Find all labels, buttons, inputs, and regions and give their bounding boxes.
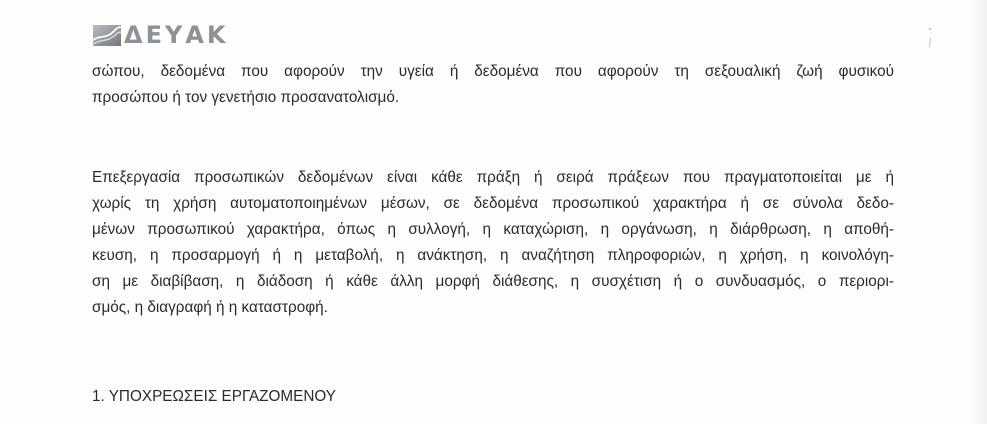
scan-speck (928, 27, 932, 49)
paragraph-1 (92, 59, 894, 111)
paragraph-line: προσώπου ή τον γενετήσιο προσανατολισμό. (92, 89, 400, 106)
paragraph-line: ση με διαβίβαση, η διάδοση ή κάθε άλλη μορφή διάθεσης, η συσχέτιση ή ο συνδυασμός, ο περιορι- (92, 273, 894, 290)
logo-mark-icon (92, 23, 122, 47)
logo-text: ΔΕΥΑΚ (124, 21, 229, 49)
paragraph-line: σώπου, δεδομένα που αφορούν την υγεία ή δεδομένα που αφορούν τη σεξουαλική ζωή φυσικού (92, 63, 894, 80)
section-heading: 1. ΥΠΟΧΡΕΩΣΕΙΣ ΕΡΓΑΖΟΜΕΝΟΥ (92, 388, 337, 405)
paragraph-line: Επεξεργασία προσωπικών δεδομένων είναι κάθε πράξη ή σειρά πράξεων που πραγματοποιείται με ή (92, 169, 894, 186)
paragraph-line: κευση, η προσαρμογή ή η μεταβολή, η ανάκτηση, η αναζήτηση πληροφοριών, η χρήση, η κοινολόγη- (92, 247, 894, 264)
paragraph-line: χωρίς τη χρήση αυτοματοποιημένων μέσων, σε δεδομένα προσωπικού χαρακτήρα ή σε σύνολα δεδο- (92, 195, 894, 212)
paragraph-2 (92, 165, 894, 321)
paragraph-line: σμός, η διαγραφή ή η καταστροφή. (92, 299, 328, 316)
page-edge-shadow (969, 0, 987, 424)
paragraph-line: μένων προσωπικού χαρακτήρα, όπως η συλλογή, η καταχώριση, η οργάνωση, η διάρθρωση, η αποθή- (92, 221, 894, 238)
company-logo (92, 20, 229, 50)
